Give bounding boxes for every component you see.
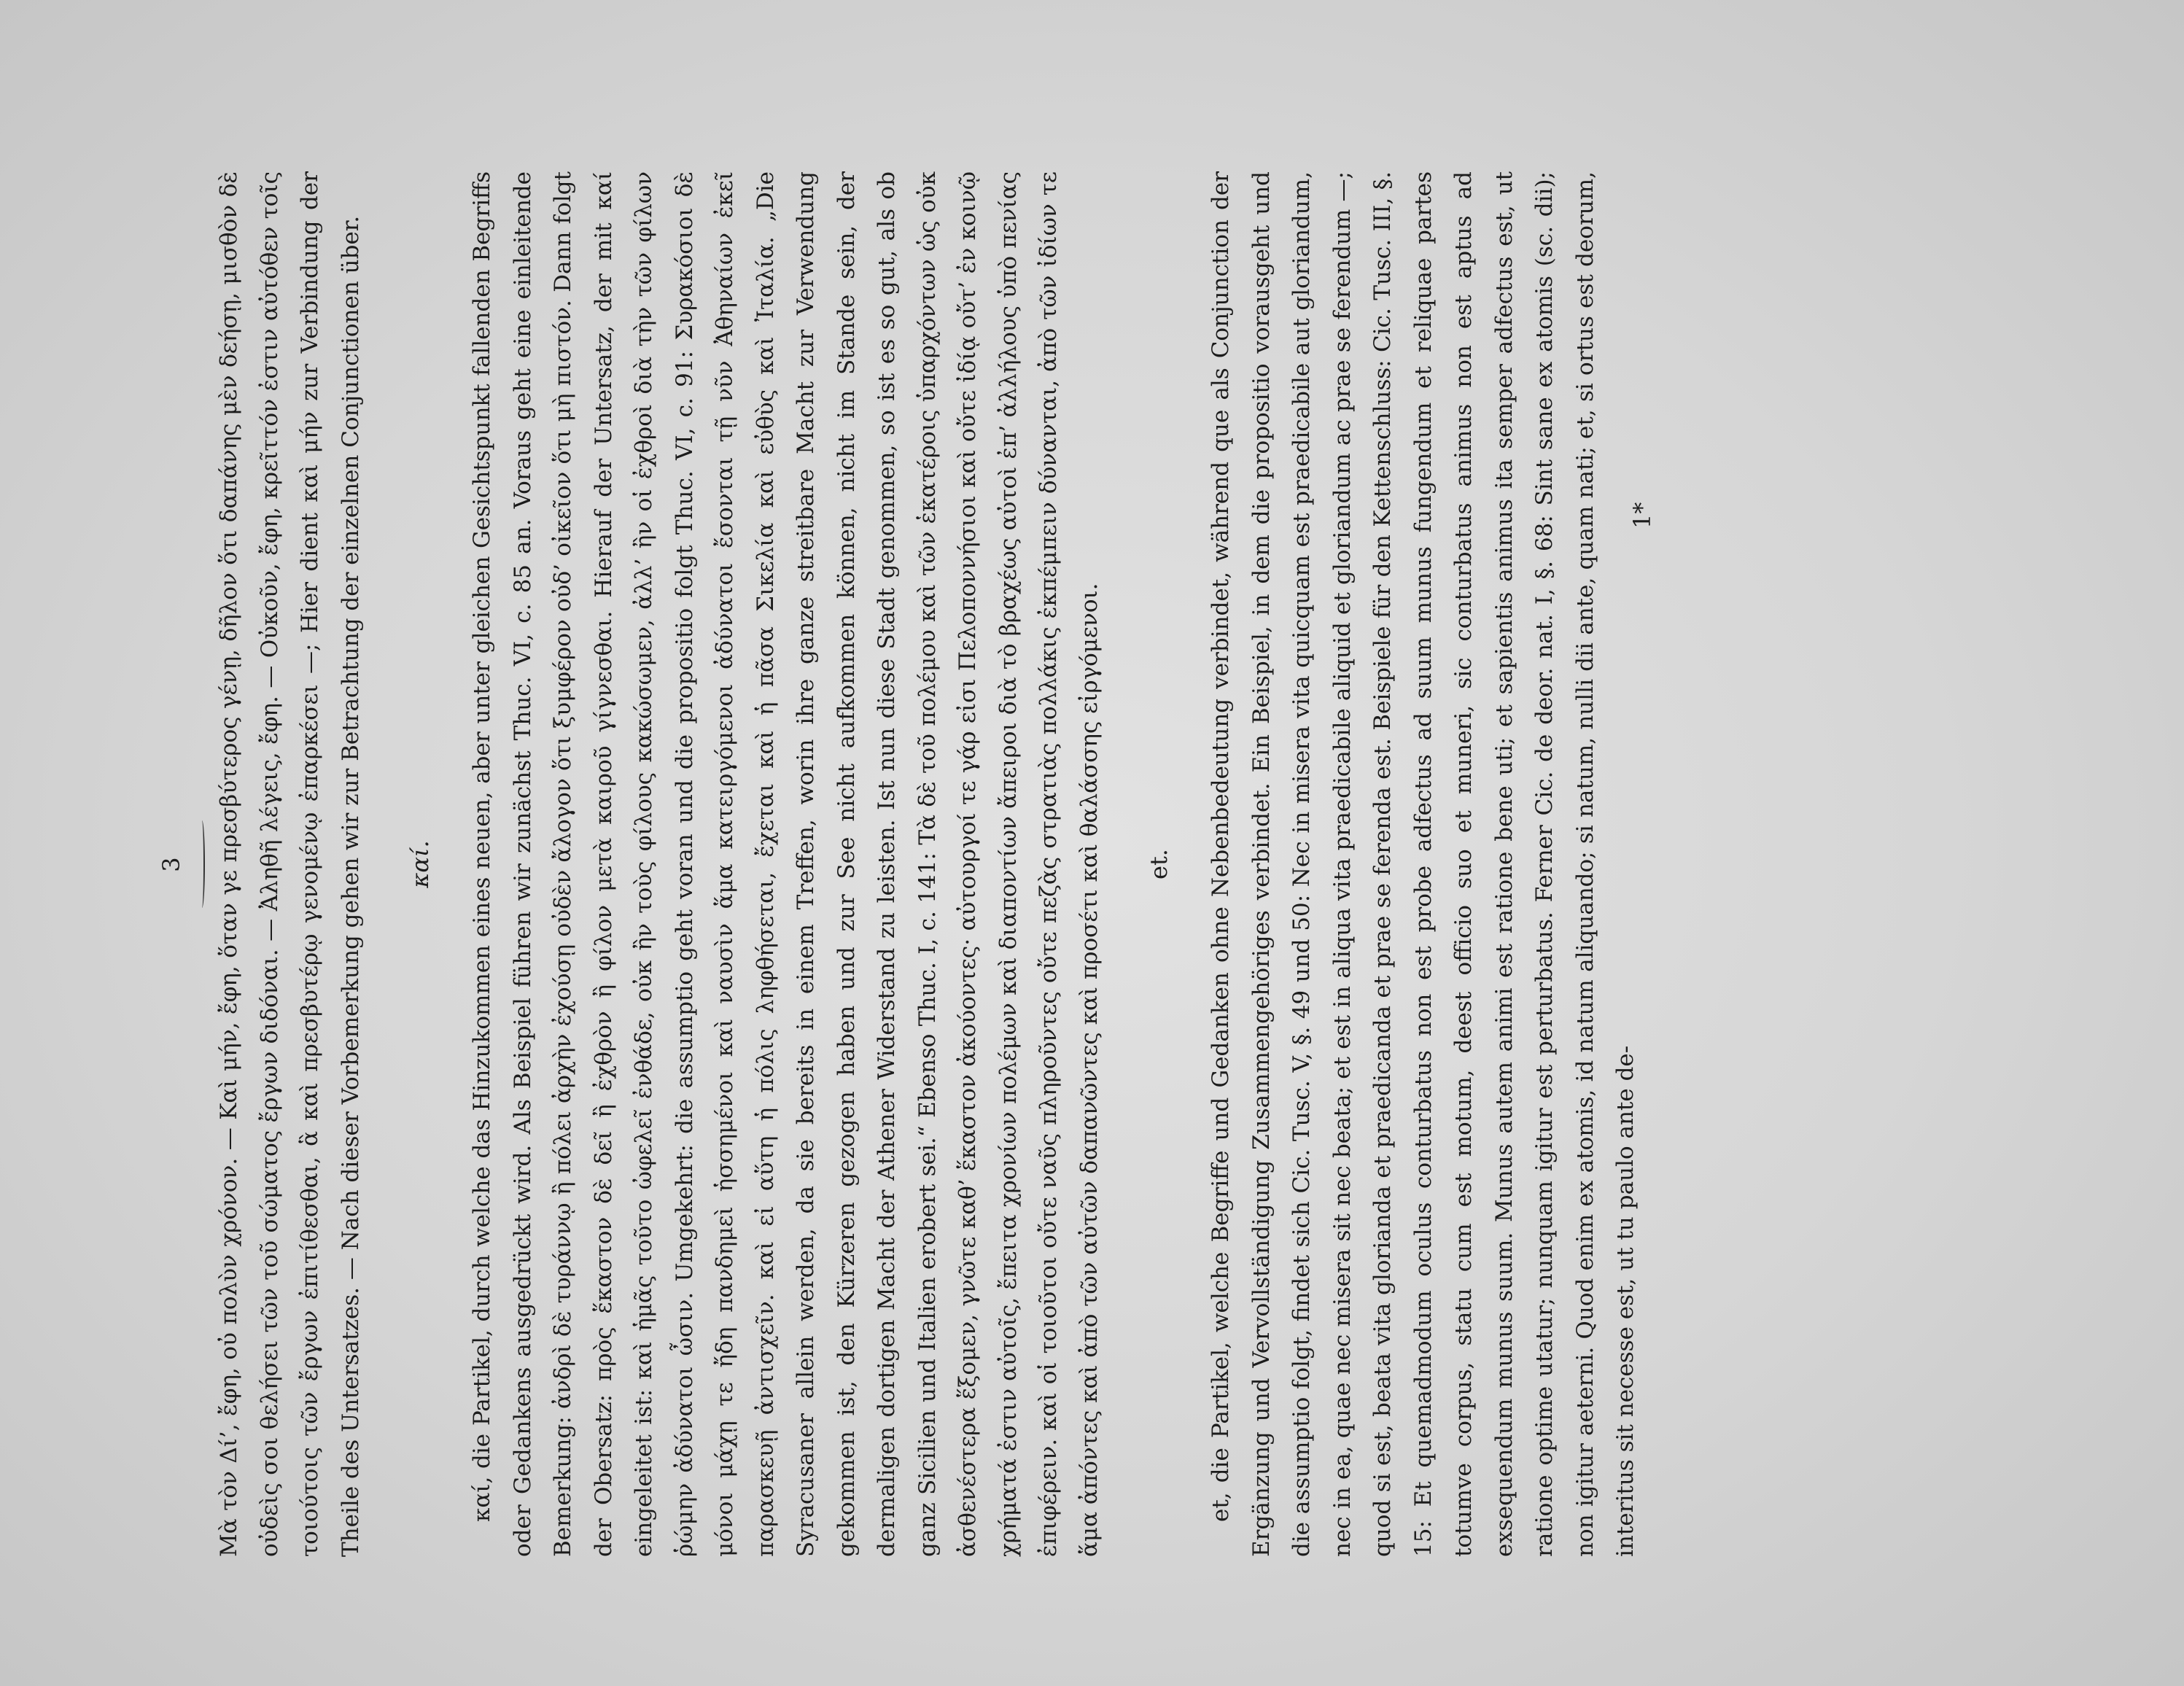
section-heading-et: et. (1145, 849, 1173, 879)
section-heading-kai: καί. (406, 840, 434, 888)
rotated-text-block (157, 171, 1761, 1557)
page-number: 3 (158, 856, 185, 872)
sheet-signature-mark: 1* (1628, 502, 1656, 529)
intro-paragraph: Μὰ τὸν Δί’, ἔφη, οὐ πολὺν χρόνον. — Καὶ μήν, ἔφη, ὅταν γε πρεσβύτερος γένῃ, δῆλον ὅτι δαπάνης μὲν δεήσῃ, μισθὸν δὲ οὐδεὶς σοι θελήσει τῶν τοῦ σώματος ἔργων διδόναι. — Ἀληθῆ λέγεις, ἔφη. — Οὐκοῦν, ἔφη, κρεῖττόν ἐστιν αὐτόθεν τοῖς τοιούτοις τῶν ἔργων ἐπιτίθεσθαι, ἃ καὶ πρεσβυτέρῳ γενομένῳ ἐπαρκέσει —; Hier dient καὶ μήν zur Verbindung der Theile des Untersatzes. — Nach dieser Vorbemerkung gehen wir zur Betrachtung der einzelnen Conjunctionen über. (216, 171, 364, 1557)
et-paragraph: et, die Partikel, welche Begriffe und Gedanken ohne Nebenbedeutung verbindet, während que als Conjunction der Ergänzung und Vervollständigung Zusammengehöriges verbindet. Ein Beispiel, in dem die propositio vorausgeht und die assumptio folgt, findet sich Cic. Tusc. V, §. 49 und 50: Nec in misera vita quicquam est praedicabile aut gloriandum, nec in ea, quae nec misera sit nec beata; et est in aliqua vita praedicabile aliquid et gloriandum ac prae se ferendum —; quod si est, beata vita glorianda et praedicanda et prae se ferenda est. Beispiele für den Kettenschluss: Cic. Tusc. III, §. 15: Et quemadmodum oculus conturbatus non est probe adfectus ad suum munus fungendum et reliquae partes totumve corpus, statu cum est motum, deest officio suo et muneri, sic conturbatus animus non est aptus ad exsequendum munus suum. Munus autem animi est ratione bene uti; et sapientis animus ita semper adfectus est, ut ratione optime utatur; nunquam igitur est perturbatus. Ferner Cic. de deor. nat. I, §. 68: Sint sane ex atomis (sc. dii); non igitur aeterni. Quod enim ex atomis, id natum aliquando; si natum, nulli dii ante, quam nati; et, si ortus est deorum, interitus sit necesse est, ut tu paulo ante de- (1208, 171, 1639, 1557)
page-number-ornament (199, 820, 205, 908)
kai-paragraph: καί, die Partikel, durch welche das Hinzukommen eines neuen, aber unter gleichen Gesichtspunkt fallenden Begriffs oder Gedankens ausgedrückt wird. Als Beispiel führen wir zunächst Thuc. VI, c. 85 an. Voraus geht eine einleitende Bemerkung: ἀνδρὶ δὲ τυράννῳ ἢ πόλει ἀρχὴν ἐχούσῃ οὐδὲν ἄλογον ὅτι ξυμφέρον οὐδ’ οἰκεῖον ὅτι μὴ πιστόν. Dann folgt der Obersatz: πρὸς ἕκαστον δὲ δεῖ ἢ ἐχθρὸν ἢ φίλον μετὰ καιροῦ γίγνεσθαι. Hierauf der Untersatz, der mit καί eingeleitet ist: καὶ ἡμᾶς τοῦτο ὠφελεῖ ἐνθάδε, οὐκ ἢν τοὺς φίλους κακώσωμεν, ἀλλ’ ἢν οἱ ἐχθροὶ διὰ τὴν τῶν φίλων ῥώμην ἀδύνατοι ὦσιν. Umgekehrt: die assumptio geht voran und die propositio folgt Thuc. VI, c. 91: Συρακόσιοι δὲ μόνοι μάχῃ τε ἤδη πανδημεὶ ἡσσημένοι καὶ ναυσὶν ἅμα κατειργόμενοι ἀδύνατοι ἔσονται τῇ νῦν Ἀθηναίων ἐκεῖ παρασκευῇ ἀντισχεῖν. καὶ εἰ αὕτη ἡ πόλις ληφθήσεται, ἔχεται καὶ ἡ πᾶσα Σικελία καὶ εὐθὺς καὶ Ἰταλία. „Die Syracusaner allein werden, da sie bereits in einem Treffen, worin ihre ganze streitbare Macht zur Verwendung gekommen ist, den Kürzeren gezogen haben und zur See nicht aufkommen können, nicht im Stande sein, der dermaligen dortigen Macht der Athener Widerstand zu leisten. Ist nun diese Stadt genommen, so ist es so gut, als ob ganz Sicilien und Italien erobert sei.“ Ebenso Thuc. I, c. 141: Τὰ δὲ τοῦ πολέμου καὶ τῶν ἑκατέροις ὑπαρχόντων ὡς οὐκ ἀσθενέστερα ἕξομεν, γνῶτε καθ’ ἕκαστον ἀκούοντες· αὐτουργοί τε γάρ εἰσι Πελοποννήσιοι καὶ οὔτε ἰδίᾳ οὔτ’ ἐν κοινῷ χρήματά ἐστιν αὐτοῖς, ἔπειτα χρονίων πολέμων καὶ διαποντίων ἄπειροι διὰ τὸ βραχέως αὐτοὶ ἐπ’ ἀλλήλους ὑπὸ πενίας ἐπιφέρειν. καὶ οἱ τοιοῦτοι οὔτε ναῦς πληροῦντες οὔτε πεζὰς στρατιὰς πολλάκις ἐκπέμπειν δύνανται, ἀπὸ τῶν ἰδίων τε ἅμα ἀπόντες καὶ ἀπὸ τῶν αὐτῶν δαπανῶντες καὶ προσέτι καὶ θαλάσσης εἰργόμενοι. (469, 171, 1103, 1557)
